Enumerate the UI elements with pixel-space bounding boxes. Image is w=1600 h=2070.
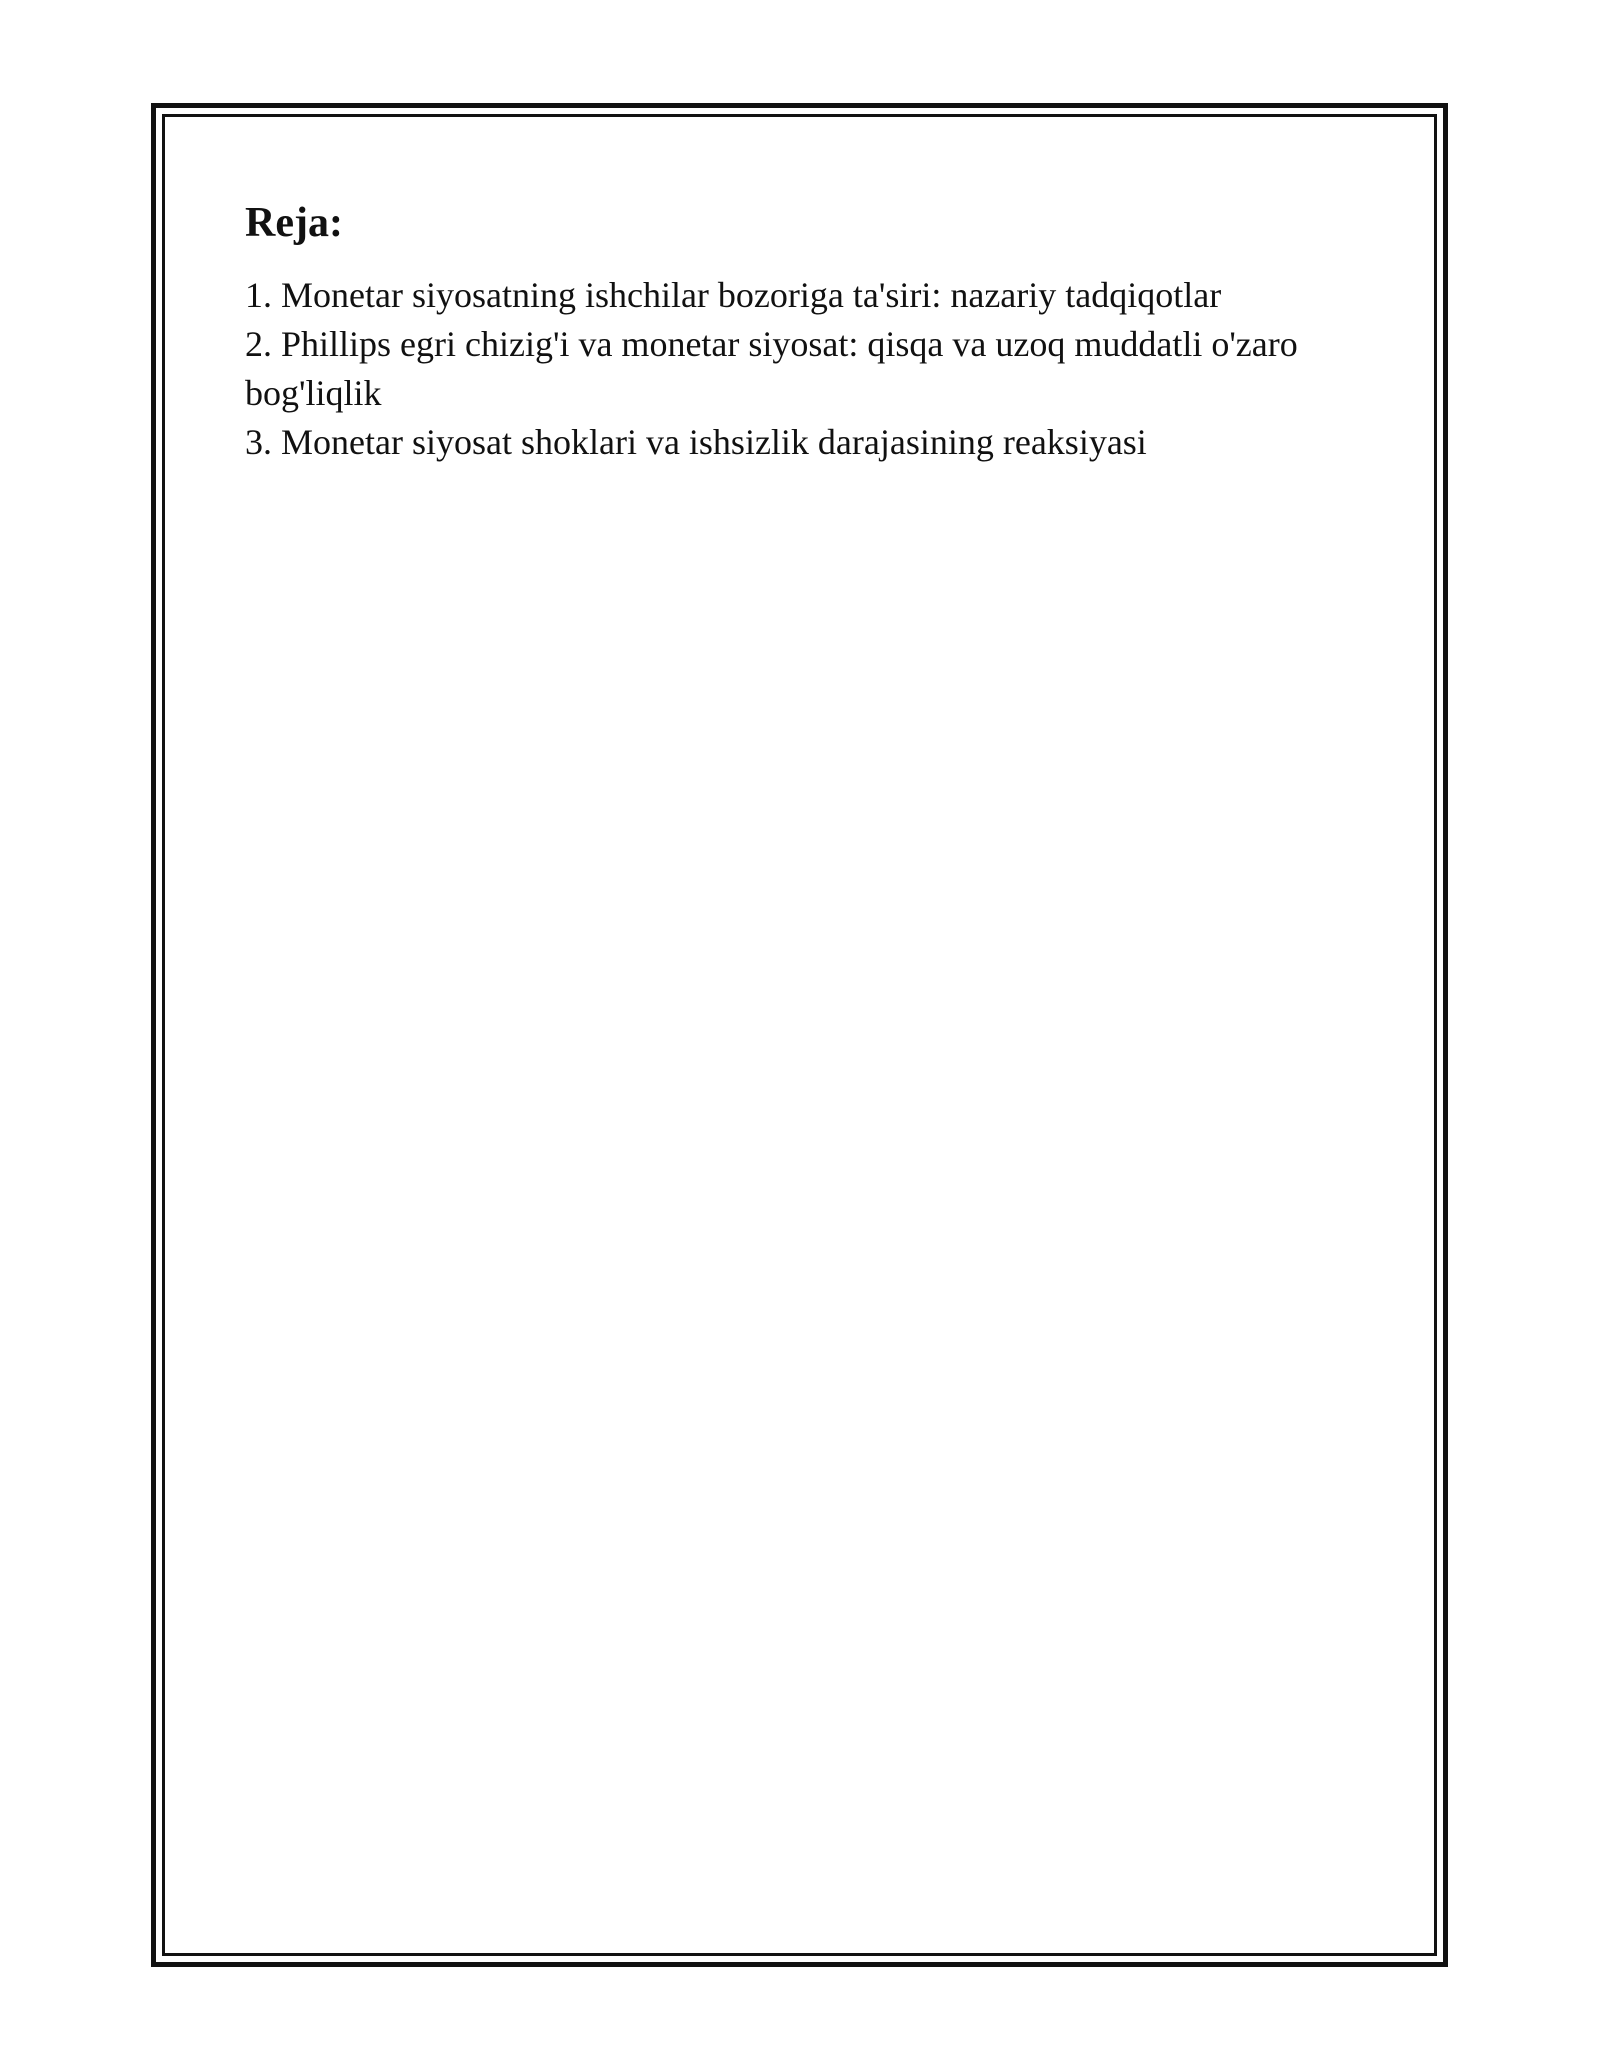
plan-heading: Reja: (245, 200, 343, 246)
plan-item-2: 2. Phillips egri chizig'i va monetar siyosat: qisqa va uzoq muddatli o'zaro bog'liqlik (245, 324, 1298, 413)
plan-item-3: 3. Monetar siyosat shoklari va ishsizlik darajasining reaksiyasi (245, 422, 1147, 462)
page-border-outer (151, 103, 1448, 1967)
plan-item-1: 1. Monetar siyosatning ishchilar bozoriga ta'siri: nazariy tadqiqotlar (245, 275, 1222, 315)
plan-list (245, 271, 1354, 467)
page-border-inner (162, 114, 1437, 1956)
plan-section (245, 197, 1354, 467)
